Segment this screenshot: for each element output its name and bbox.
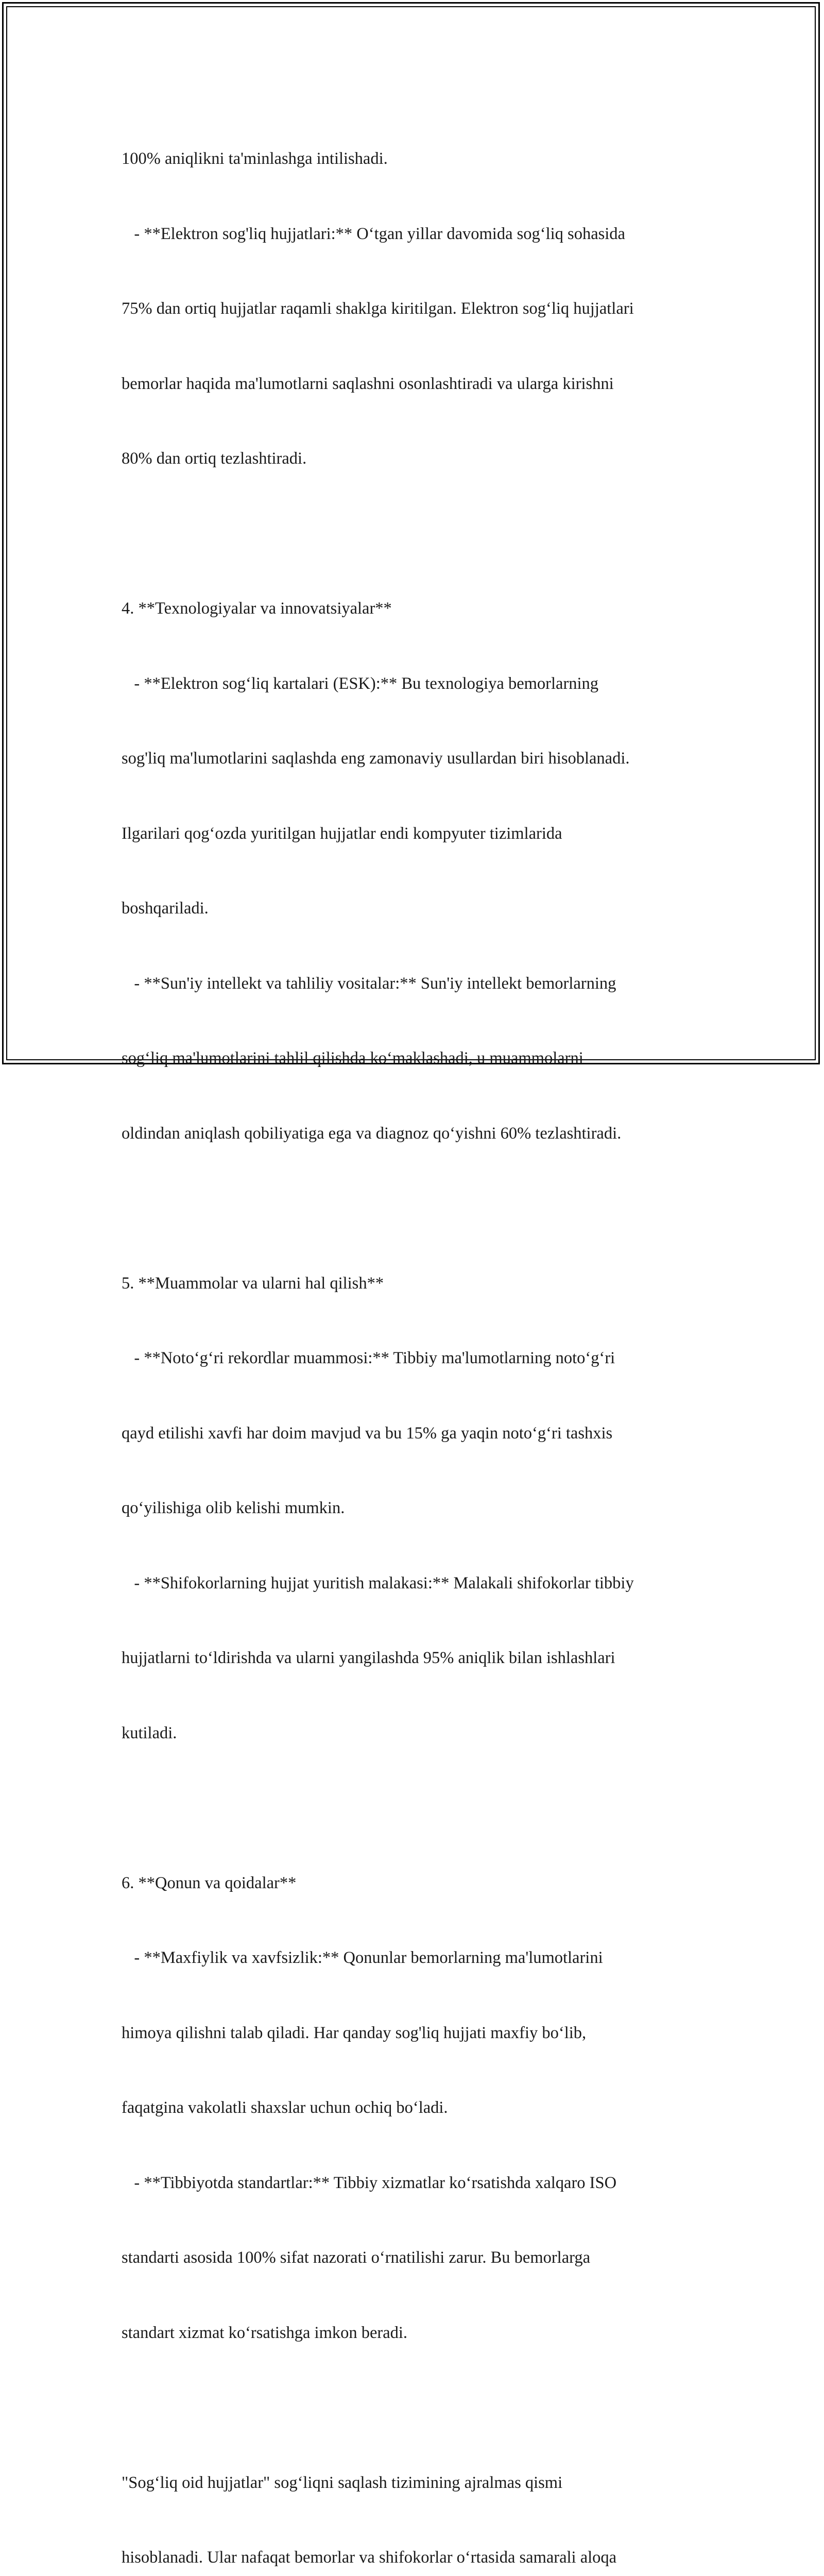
text-line: standart xizmat ko‘rsatishga imkon beradi. [122,2323,408,2342]
blank-line [122,2395,703,2420]
section-heading: 4. **Texnologiyalar va innovatsiyalar** [122,599,392,618]
text-line: hisoblanadi. Ular nafaqat bemorlar va shifokorlar o‘rtasida samarali aloqa [122,2548,617,2567]
text-line: - **Maxfiylik va xavfsizlik:** Qonunlar bemorlarning ma'lumotlarini [122,1948,603,1967]
blank-line [122,1795,703,1821]
text-line: - **Elektron sog'liq hujjatlari:** O‘tgan yillar davomida sog‘liq sohasida [122,224,625,243]
text-line: qayd etilishi xavfi har doim mavjud va bu 15% ga yaqin noto‘g‘ri tashxis [122,1423,613,1443]
text-line: faqatgina vakolatli shaxslar uchun ochiq bo‘ladi. [122,2098,448,2117]
text-line: Ilgarilari qog‘ozda yuritilgan hujjatlar endi kompyuter tizimlarida [122,824,562,843]
text-line: "Sog‘liq oid hujjatlar" sog‘liqni saqlash tizimining ajralmas qismi [122,2473,563,2492]
document-body [122,96,703,2576]
text-line: - **Tibbiyotda standartlar:** Tibbiy xizmatlar ko‘rsatishda xalqaro ISO [122,2173,617,2192]
text-line: - **Elektron sog‘liq kartalari (ESK):** Bu texnologiya bemorlarning [122,674,599,693]
text-line: - **Shifokorlarning hujjat yuritish malakasi:** Malakali shifokorlar tibbiy [122,1573,634,1592]
text-line: - **Noto‘g‘ri rekordlar muammosi:** Tibbiy ma'lumotlarning noto‘g‘ri [122,1349,615,1367]
text-line: 100% aniqlikni ta'minlashga intilishadi. [122,149,388,168]
blank-line [122,1196,703,1221]
text-line: himoya qilishni talab qiladi. Har qanday sog'liq hujjati maxfiy bo‘lib, [122,2023,587,2042]
text-line: 80% dan ortiq tezlashtiradi. [122,449,307,468]
blank-line [122,521,703,547]
text-line: oldindan aniqlash qobiliyatiga ega va diagnoz qo‘yishni 60% tezlashtiradi. [122,1124,622,1143]
text-line: kutiladi. [122,1723,177,1742]
text-line: standarti asosida 100% sifat nazorati o‘rnatilishi zarur. Bu bemorlarga [122,2248,591,2267]
text-line: sog'liq ma'lumotlarini saqlashda eng zamonaviy usullardan biri hisoblanadi. [122,749,630,768]
section-heading: 6. **Qonun va qoidalar** [122,1873,297,1892]
text-line: - **Sun'iy intellekt va tahliliy vositalar:** Sun'iy intellekt bemorlarning [122,974,616,993]
text-line: sog‘liq ma'lumotlarini tahlil qilishda ko‘maklashadi, u muammolarni [122,1049,583,1067]
text-line: bemorlar haqida ma'lumotlarni saqlashni osonlashtiradi va ularga kirishni [122,374,614,393]
text-line: qo‘yilishiga olib kelishi mumkin. [122,1499,345,1517]
text-line: boshqariladi. [122,899,209,918]
text-line: hujjatlarni to‘ldirishda va ularni yangilashda 95% aniqlik bilan ishlashlari [122,1649,615,1667]
text-line: 75% dan ortiq hujjatlar raqamli shaklga kiritilgan. Elektron sog‘liq hujjatlari [122,299,634,318]
section-heading: 5. **Muammolar va ularni hal qilish** [122,1274,384,1293]
